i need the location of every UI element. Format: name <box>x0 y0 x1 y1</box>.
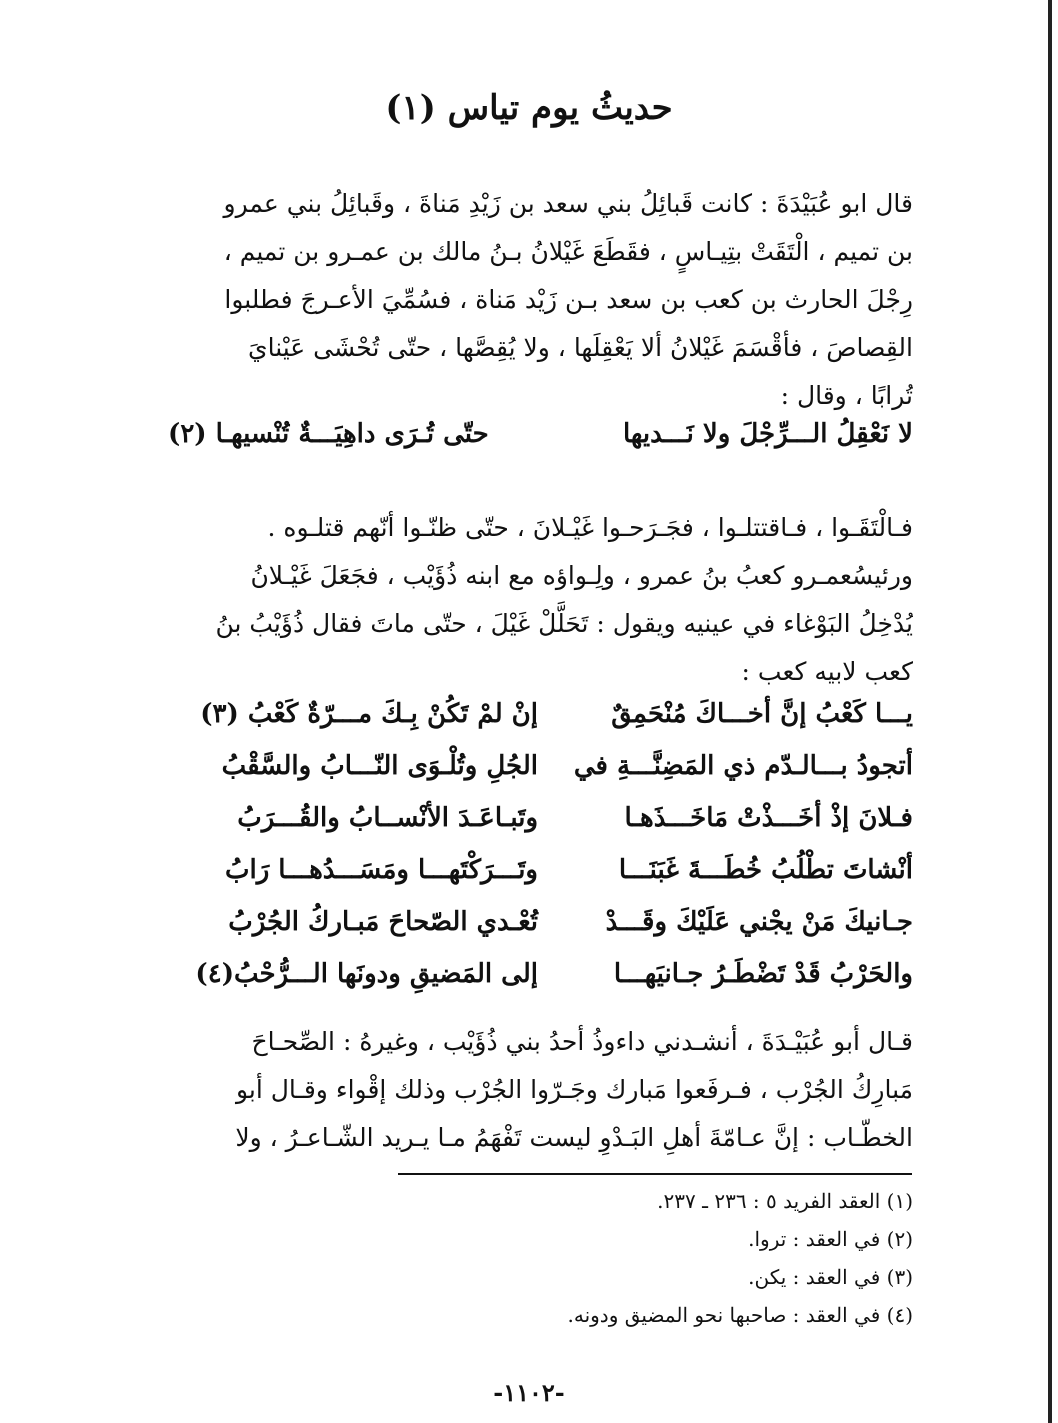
footnote: (٢) في العقد : تروا. <box>748 1227 913 1251</box>
footnote: (١) العقد الفريد ٥ : ٢٣٦ ـ ٢٣٧. <box>657 1189 913 1213</box>
scan-edge-border <box>1048 0 1052 1423</box>
text-line: قال ابو عُبَيْدَةَ : كانت قَبائِلُ بني سعد بن زَيْدِ مَناةَ ، وقَبائِلُ بني عمرو <box>223 189 913 218</box>
paragraph-commentary <box>168 1018 913 1162</box>
verse-sadr: فـلانَ إذْ أخَـــذْتْ مَاخَـــذَهـا <box>624 803 913 833</box>
text-line: رِجْلَ الحارث بن كعب بن سعد بـن زَيْد مَناة ، فسُمِّيَ الأعـرجَ فطلبوا <box>224 285 913 314</box>
verse-sadr: لا نَعْقِلُ الـــرِّجْلَ ولا نَـــديها <box>622 419 913 449</box>
paragraph-intro <box>168 180 913 420</box>
footnotes <box>168 1182 913 1334</box>
verse-ajz: وتَبـاعَـدَ الأنْســابُ والقُـــرَبُ <box>237 803 538 833</box>
page-number: -١١٠٢- <box>493 1378 565 1407</box>
verse-sadr: يـــا كَعْبُ إنَّ أخـــاكَ مُنْحَمِقٌ <box>611 699 913 729</box>
verse-ajz: إنْ لمْ تَكُنْ بِـكَ مـــرّةٌ كَعْبُ (٣) <box>200 699 538 729</box>
footnote-divider <box>398 1173 912 1175</box>
verse-sadr: جـانيكَ مَنْ يجْني عَلَيْكَ وقَـــدْ <box>605 907 913 937</box>
poem-verse <box>168 792 913 844</box>
text-line: كعب لابيه كعب : <box>741 657 913 686</box>
footnote: (٣) في العقد : يكن. <box>748 1265 913 1289</box>
text-line: يُدْخِلُ البَوْغاء في عينيه ويقول : تَحَلَّلْ غَيْلَ ، حتّى ماتَ فقال ذُؤَيْبُ بنُ <box>215 609 913 638</box>
verse-ajz: وتَـــرَكْتَهـــا ومَسَـــدُهـــا رَابُ <box>225 855 538 885</box>
text-line: قـال أبو عُبَيْـدَةَ ، أنشـدني داءوذُ أحدُ بني ذُؤَيْب ، وغيرهُ : الصِّحـاحَ <box>251 1027 913 1056</box>
verse-ajz: إلى المَضيقِ ودونَها الـــرُّحْبُ(٤) <box>195 959 538 989</box>
verse-sadr: والحَرْبُ قَدْ تَضْطَـرُ جـانيَهـــا <box>613 959 913 989</box>
poem-verse <box>168 896 913 948</box>
text-line: القِصاصَ ، فأقْسَمَ غَيْلانُ ألا يَعْقِلَها ، ولا يُقِصَّها ، حتّى تُحْشَى عَيْنايَ <box>248 333 913 362</box>
poem-verse <box>168 688 913 740</box>
text-line: فـالْتَقَـوا ، فـاقتتلـوا ، فجَـرَحـوا غَيْـلانَ ، حتّى ظنّـوا أنّهم قتلـوه . <box>267 513 913 542</box>
poem-verse <box>168 948 913 1000</box>
verse-sadr: أنْشاتَ تطْلُبُ خُطَـــةَ غَبَنَـــا <box>618 855 913 885</box>
text-line: ورئيسُعمـرو كعبُ بنُ عمرو ، ولِـواؤه مع ابنه ذُؤَيْب ، فجَعَلَ غَيْـلانُ <box>250 561 913 590</box>
verse-ghaylan <box>168 412 913 456</box>
verse-ajz: تُعْـدي الصّحاحَ مَبـاركُ الجُرْبُ <box>228 907 538 937</box>
page-title: حديثُ يوم تياس (١) <box>385 88 673 128</box>
poem-dhuayb <box>168 688 913 1000</box>
text-line: تُرابًا ، وقال : <box>780 381 913 410</box>
text-line: مَبارِكُ الجُرْب ، فـرفَعوا مَبارك وجَـرّوا الجُرْب وذلك إقْواء وقـال أبو <box>235 1075 913 1104</box>
poem-verse <box>168 844 913 896</box>
poem-verse <box>168 740 913 792</box>
verse-ajz: الجُلِ وتُلْـوَى النّـــابُ والسَّقْبُ <box>221 751 538 781</box>
footnote: (٤) في العقد : صاحبها نحو المضيق ودونه. <box>567 1303 913 1327</box>
verse-sadr: أتجودُ بـــالـدّم ذي المَضِنَّـــةِ في <box>573 751 913 781</box>
paragraph-battle <box>168 504 913 696</box>
text-line: بن تميم ، الْتَقَتْ بتِيـاسٍ ، فقَطَعَ غَيْلانُ بـنُ مالك بن عمـرو بن تميم ، <box>223 237 913 266</box>
verse-ajz: حتّى تُـرَى داهِيَـــةٌ تُنْسيهـا (٢) <box>168 419 489 449</box>
text-line: الخطّـاب : إنَّ عـامّةَ أهلِ البَـدْوِ ليست تَفْهَمُ مـا يـريد الشّـاعـرُ ، ولا <box>235 1123 913 1152</box>
